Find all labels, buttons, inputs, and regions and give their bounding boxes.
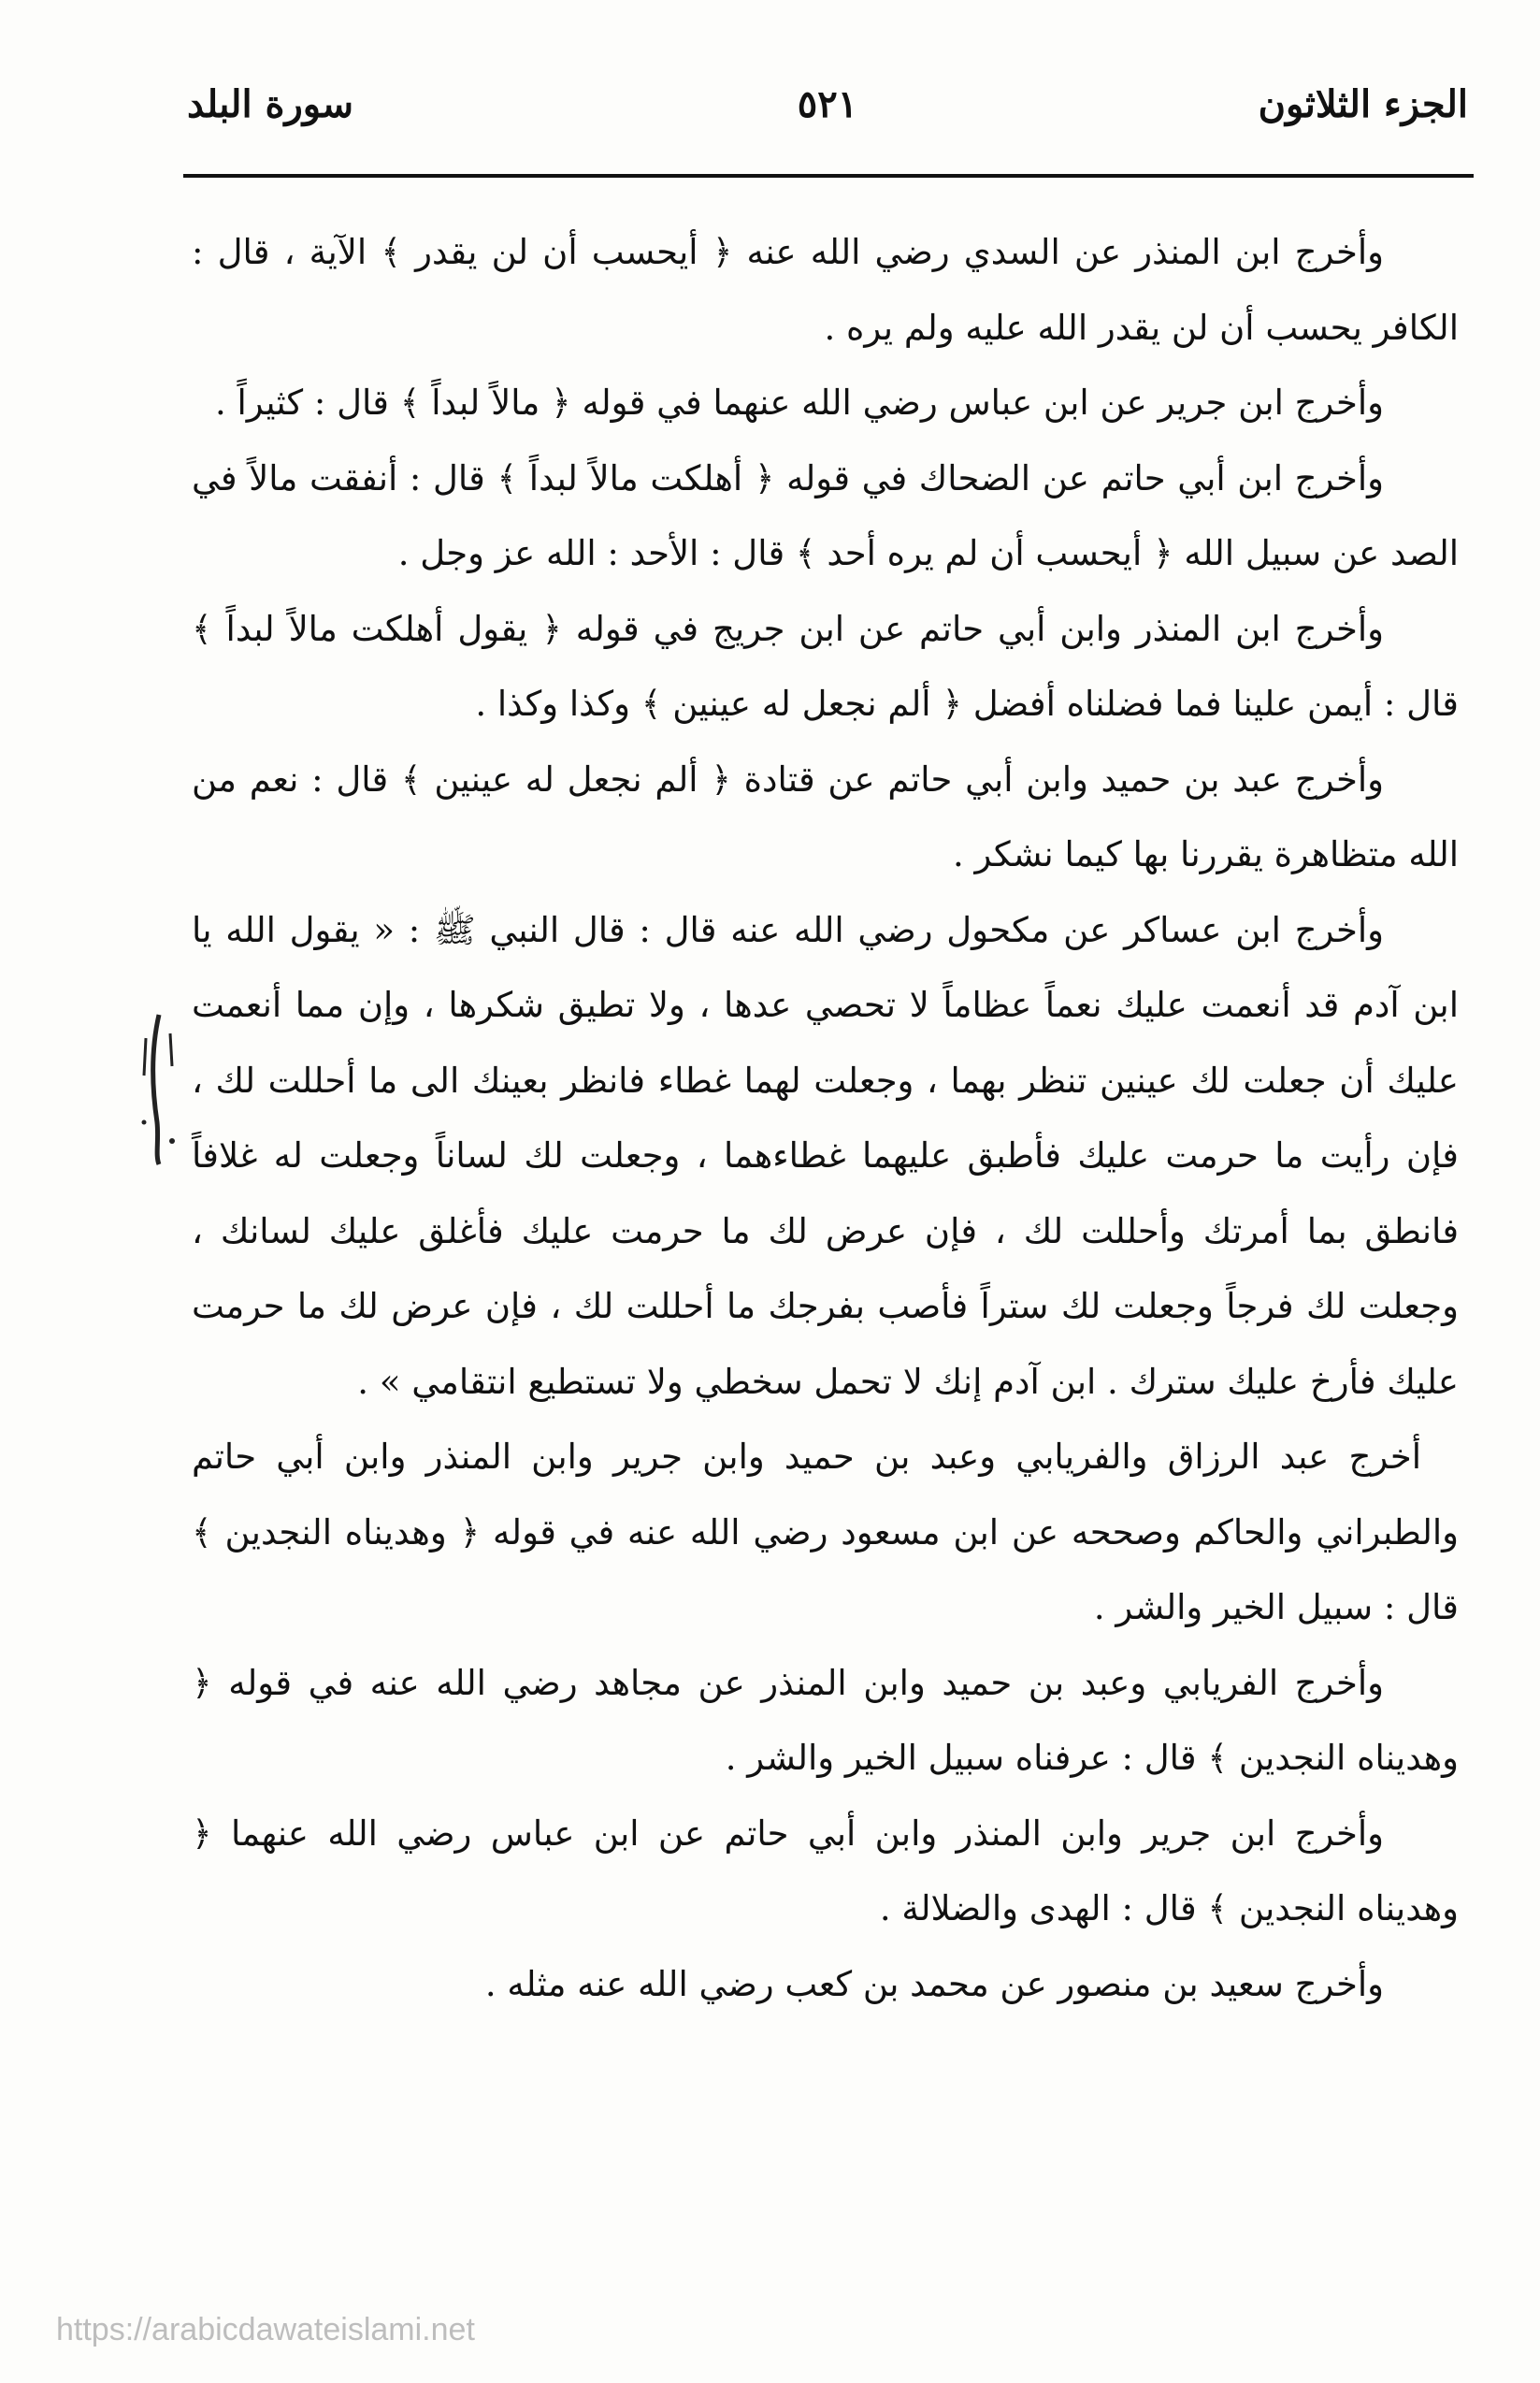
margin-bracket-mark <box>131 1010 187 1169</box>
page-header <box>187 82 1468 148</box>
page-number: ٥٢١ <box>797 82 858 126</box>
site-watermark: https://arabicdawateislami.net <box>56 2312 475 2347</box>
paragraph: وأخرج ابن جرير عن ابن عباس رضي الله عنهما في قوله ﴿ مالاً لبداً ﴾ قال : كثيراً . <box>215 383 1384 423</box>
paragraph: وأخرج عبد بن حميد وابن أبي حاتم عن قتادة ﴿ ألم نجعل له عينين ﴾ قال : نعم من الله متظاهرة يقررنا بها كيما نشكر . <box>192 758 1459 874</box>
paragraph: وأخرج الفريابي وعبد بن حميد وابن المنذر عن مجاهد رضي الله عنه في قوله ﴿ وهديناه النجدين ﴾ قال : عرفناه سبيل الخير والشر . <box>192 1662 1459 1778</box>
paragraph: أخرج عبد الرزاق والفريابي وعبد بن حميد وابن جرير وابن المنذر وابن أبي حاتم والطبراني والحاكم وصححه عن ابن مسعود رضي الله عنه في قوله ﴿ وهديناه النجدين ﴾ قال : سبيل الخير والشر . <box>192 1437 1459 1627</box>
paragraph: وأخرج ابن المنذر عن السدي رضي الله عنه ﴿ أيحسب أن لن يقدر ﴾ الآية ، قال : الكافر يحسب أن لن يقدر الله عليه ولم يره . <box>192 232 1459 348</box>
paragraph: وأخرج ابن جرير وابن المنذر وابن أبي حاتم عن ابن عباس رضي الله عنهما ﴿ وهديناه النجدين ﴾ قال : الهدى والضلالة . <box>192 1813 1459 1928</box>
paragraph: وأخرج سعيد بن منصور عن محمد بن كعب رضي الله عنه مثله . <box>484 1963 1384 2004</box>
paragraph: وأخرج ابن أبي حاتم عن الضحاك في قوله ﴿ أهلكت مالاً لبداً ﴾ قال : أنفقت مالاً في الصد عن سبيل الله ﴿ أيحسب أن لم يره أحد ﴾ قال : الأحد : الله عز وجل . <box>192 457 1459 573</box>
page-body <box>192 215 1459 2022</box>
part-title: الجزء الثلاثون <box>1258 82 1468 126</box>
header-rule <box>183 174 1474 178</box>
paragraph: وأخرج ابن عساكر عن مكحول رضي الله عنه قال : قال النبي ﷺ : « يقول الله يا ابن آدم قد أنعمت عليك نعماً عظاماً لا تحصي عدها ، ولا تطيق شكرها ، وإن مما أنعمت عليك أن جعلت لك عينين تنظر بهما ، وجعلت لهما غطاء فانظر بعينك الى ما أحللت لك ، فإن رأيت ما حرمت عليك فأطبق عليهما غطاءهما ، وجعلت لك لساناً وجعلت له غلافاً فانطق بما أمرتك وأحللت لك ، فإن عرض لك ما حرمت عليك فأغلق عليك لسانك ، وجعلت لك فرجاً وجعلت لك ستراً فأصب بفرجك ما أحللت لك ، فإن عرض لك ما حرمت عليك فأرخ عليك سترك . ابن آدم إنك لا تحمل سخطي ولا تستطيع انتقامي » . <box>192 909 1460 1402</box>
paragraph: وأخرج ابن المنذر وابن أبي حاتم عن ابن جريج في قوله ﴿ يقول أهلكت مالاً لبداً ﴾ قال : أيمن علينا فما فضلناه أفضل ﴿ ألم نجعل له عينين ﴾ وكذا وكذا . <box>192 608 1459 724</box>
surah-title: سورة البلد <box>187 82 353 126</box>
